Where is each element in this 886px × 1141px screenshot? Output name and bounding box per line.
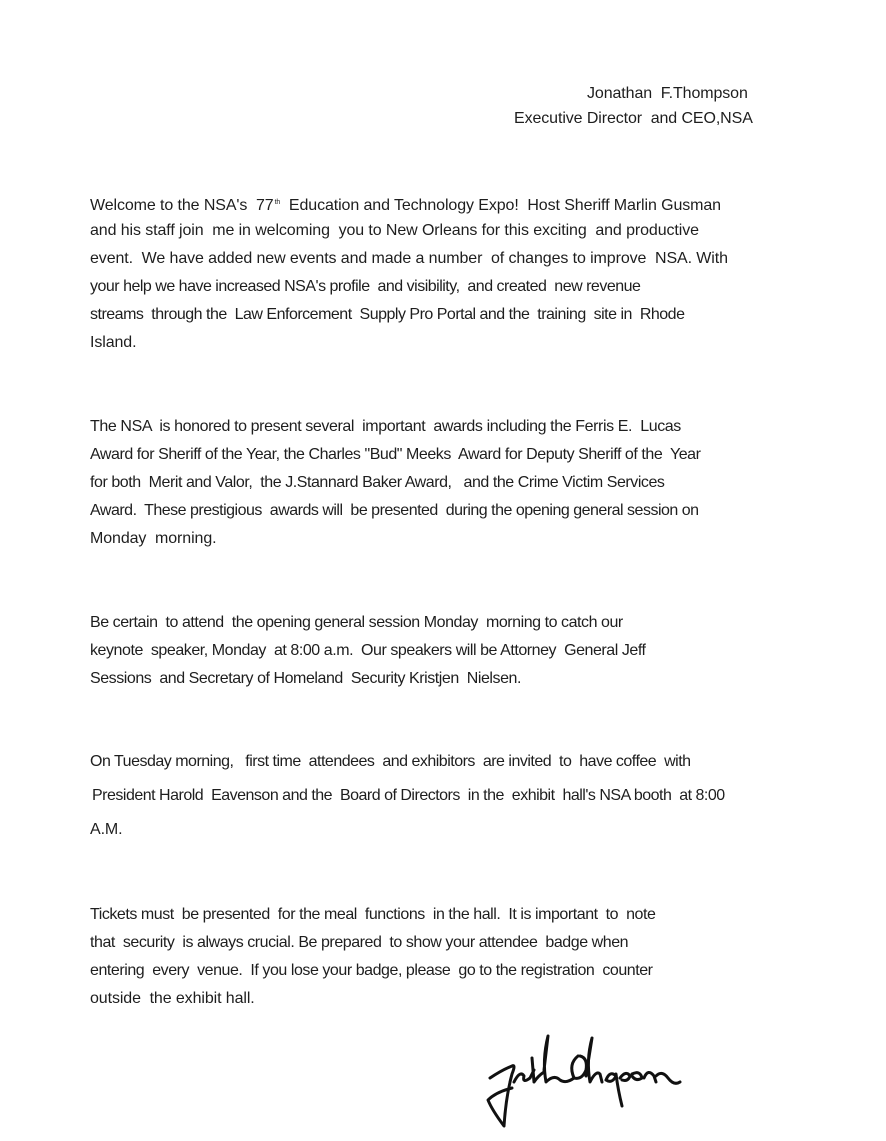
text-line: keynote speaker, Monday at 8:00 a.m. Our speakers will be Attorney General Jeff [90,642,646,659]
text-line: for both Merit and Valor, the J.Stannard Baker Award, and the Crime Victim Services [90,474,665,491]
handwritten-signature [482,1030,692,1135]
text-line: A.M. [90,821,123,838]
text-line: Award for Sheriff of the Year, the Charles "Bud" Meeks Award for Deputy Sheriff of the Year [90,446,701,463]
text-line: event. We have added new events and made a number of changes to improve NSA. With [90,250,728,267]
text-line: and his staff join me in welcoming you to New Orleans for this exciting and productive [90,222,699,239]
text-line: Sessions and Secretary of Homeland Security Kristjen Nielsen. [90,670,521,687]
author-name: Jonathan F.Thompson [587,85,748,102]
text-line: Island. [90,334,137,351]
text-line: Monday morning. [90,530,217,547]
author-title: Executive Director and CEO,NSA [514,110,753,127]
text-line: On Tuesday morning, first time attendees and exhibitors are invited to have coffee with [90,753,691,770]
text-line: entering every venue. If you lose your badge, please go to the registration counter [90,962,653,979]
ordinal-suffix: th [274,199,281,206]
text-line: streams through the Law Enforcement Supply Pro Portal and the training site in Rhode [90,306,685,323]
text-line: outside the exhibit hall. [90,990,255,1007]
text-line: President Harold Eavenson and the Board of Directors in the exhibit hall's NSA booth at 8:00 [92,787,725,804]
text-line: your help we have increased NSA's profile and visibility, and created new revenue [90,278,641,295]
text-line: Award. These prestigious awards will be presented during the opening general session on [90,502,699,519]
text-line: Be certain to attend the opening general session Monday morning to catch our [90,614,623,631]
text-line: that security is always crucial. Be prepared to show your attendee badge when [90,934,629,951]
text-line: Welcome to the NSA's 77th Education and Technology Expo! Host Sheriff Marlin Gusman [90,197,721,214]
text-line: Tickets must be presented for the meal functions in the hall. It is important to note [90,906,656,923]
text-line: The NSA is honored to present several important awards including the Ferris E. Lucas [90,418,681,435]
